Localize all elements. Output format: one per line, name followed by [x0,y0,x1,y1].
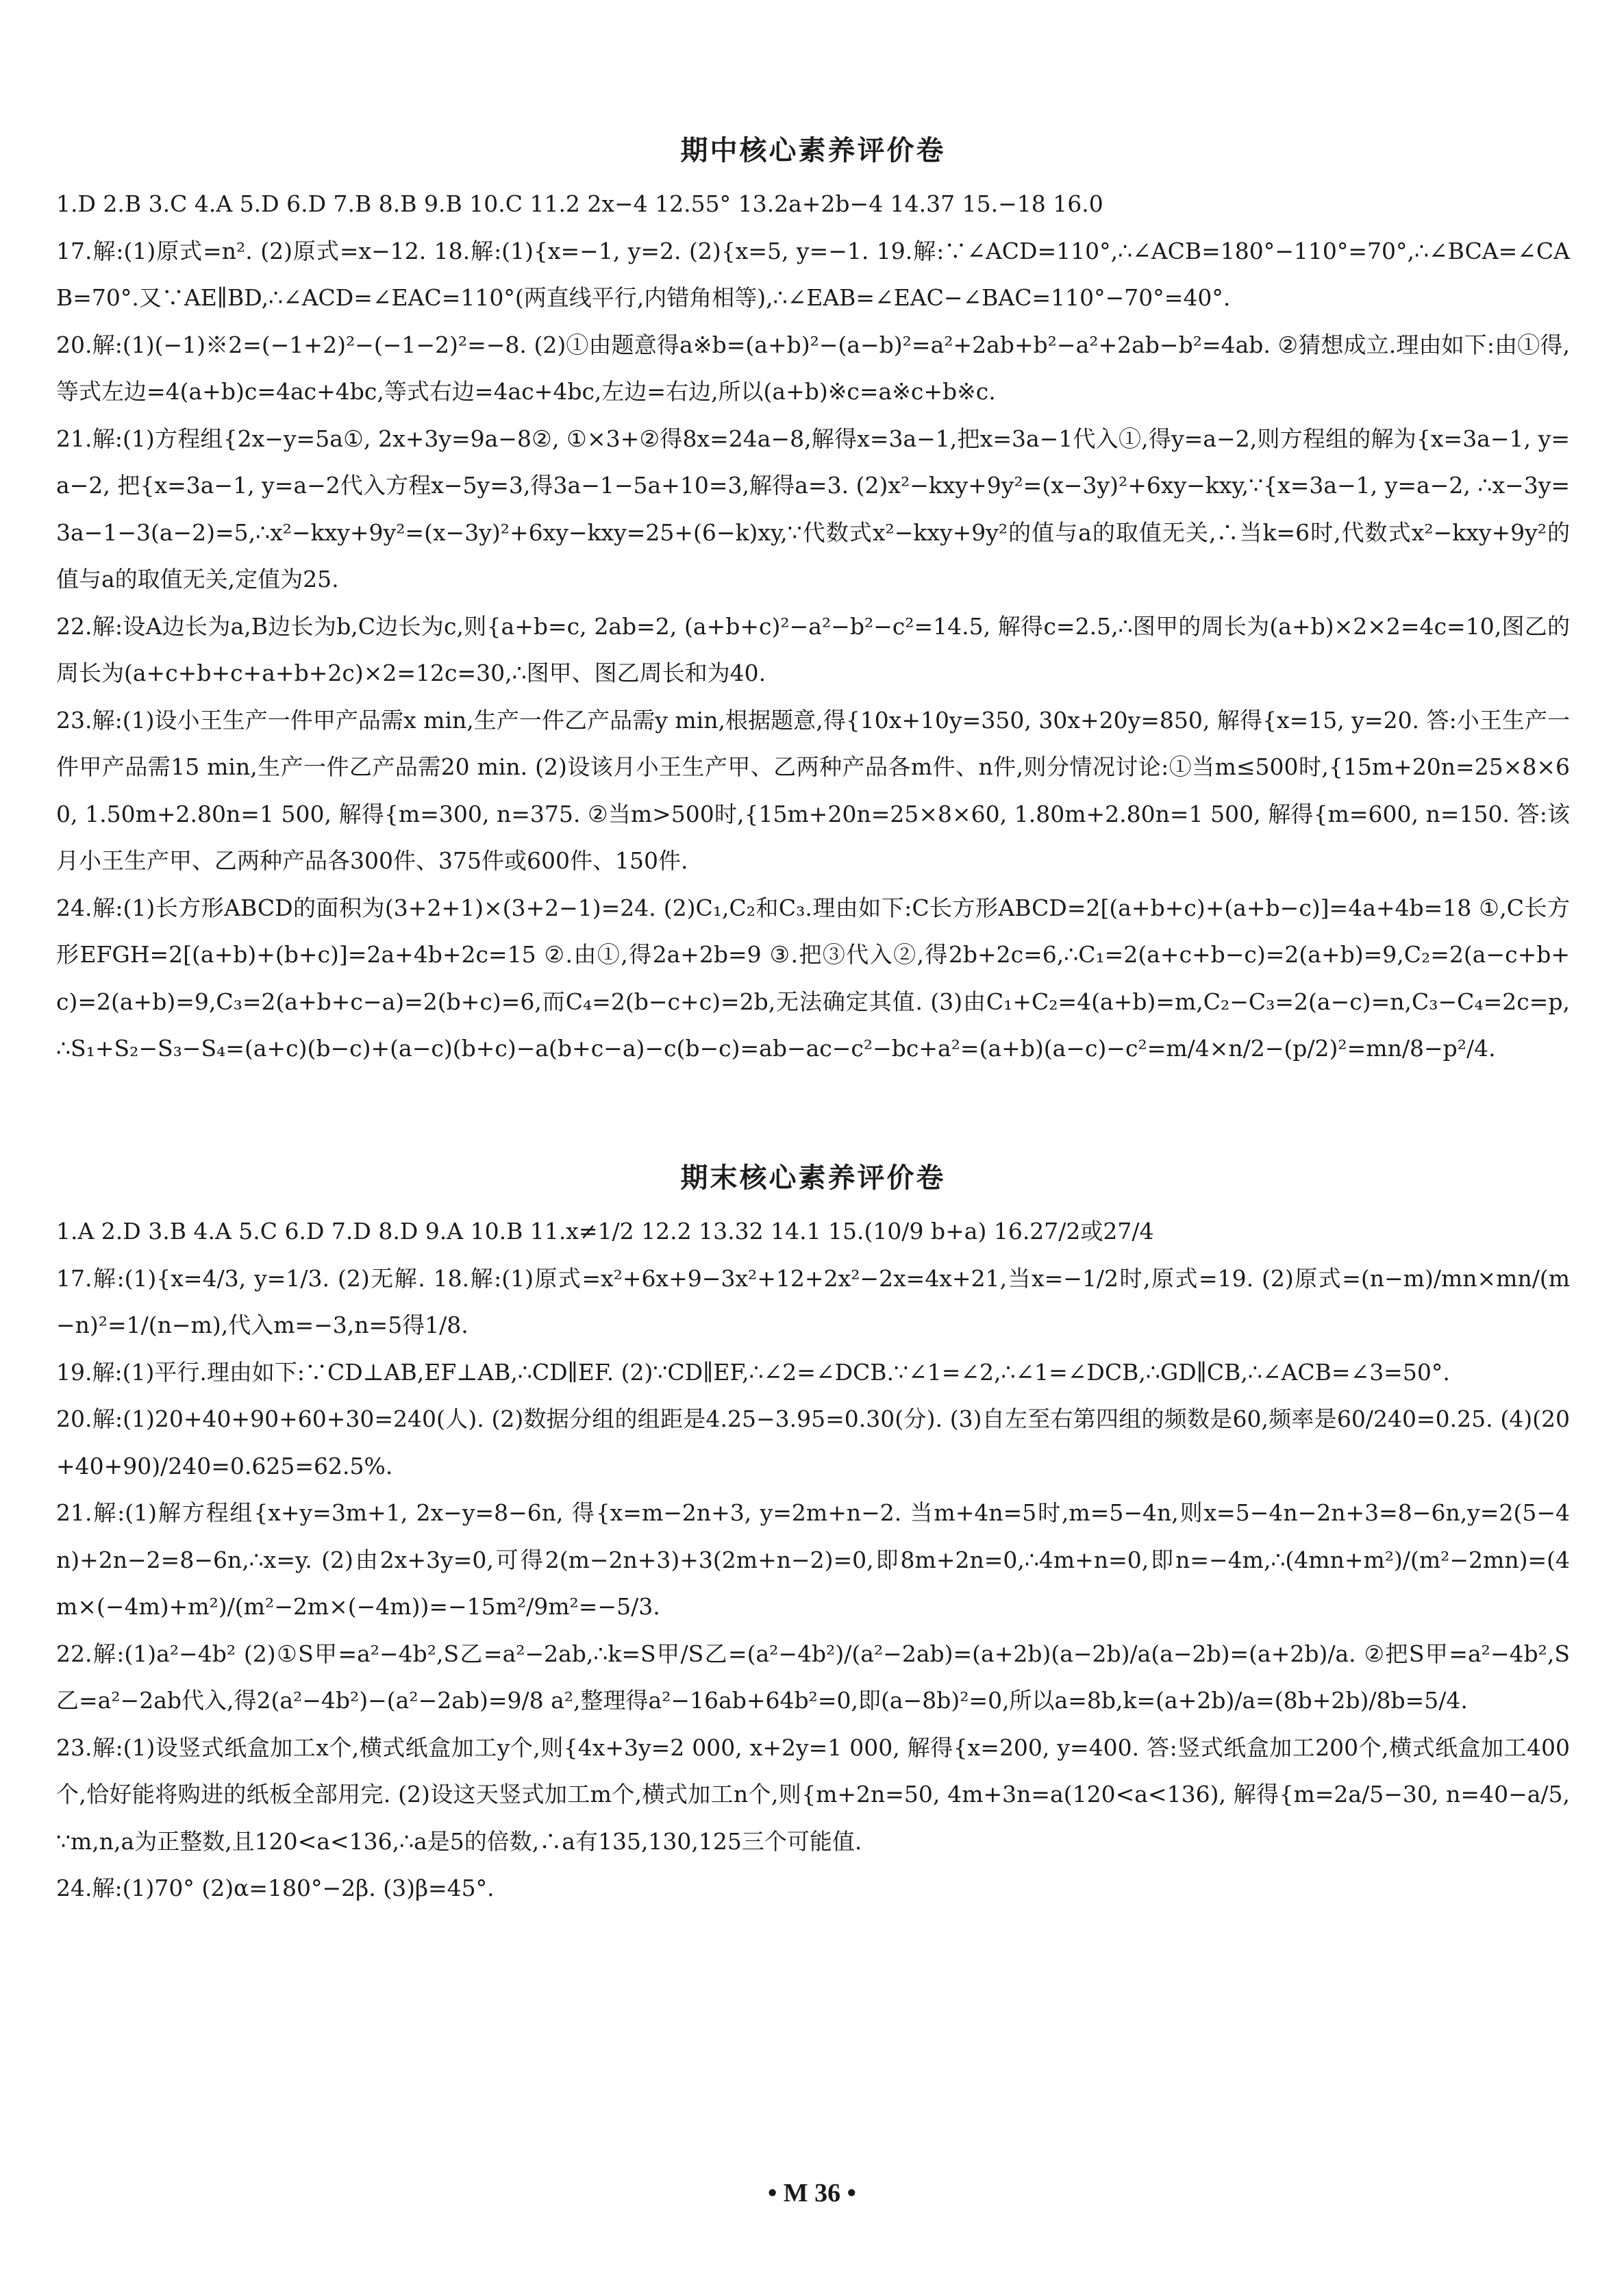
answer-line: 24.解:(1)70° (2)α=180°−2β. (3)β=45°. [56,1875,495,1901]
answer-line: 19.解:(1)平行.理由如下:∵CD⊥AB,EF⊥AB,∴CD∥EF. (2)∵CD∥EF,∴∠2=∠DCB.∵∠1=∠2,∴∠1=∠DCB,∴GD∥CB,∴∠ACB=∠3=50°. [56,1358,1450,1386]
answer-line: 20.解:(1)20+40+90+60+30=240(人). (2)数据分组的组距是4.25−3.95=0.30(分). (3)自左至右第四组的频数是60,频率是60/240=0.25. (4)(20+40+90)/240=0.625=62.5%. [56,1405,1570,1479]
answer-line: 21.解:(1)方程组{2x−y=5a①, 2x+3y=9a−8②, ①×3+②得8x=24a−8,解得x=3a−1,把x=3a−1代入①,得y=a−2,则方程组的解为{x=3a−1, y=a−2, 把{x=3a−1, y=a−2代入方程x−5y=3,得3a−1−5a+10=3,解得a=3. (2)x²−kxy+9y²=(x−3y)²+6xy−kxy,∵{x=3a−1, y=a−2, ∴x−3y=3a−1−3(a−2)=5,∴x²−kxy+9y²=(x−3y)²+6xy−kxy=25+(6−k)xy,∵代数式x²−kxy+9y²的值与a的取值无关,∴当k=6时,代数式x²−kxy+9y²的值与a的取值无关,定值为25. [56,425,1570,592]
answer-line: 22.解:(1)a²−4b² (2)①S甲=a²−4b²,S乙=a²−2ab,∴k=S甲/S乙=(a²−4b²)/(a²−2ab)=(a+2b)(a−2b)/a(a−2b)=(a+2b)/a. ②把S甲=a²−4b²,S乙=a²−2ab代入,得2(a²−4b²)−(a²−2ab)=9/8 a²,整理得a²−16ab+64b²=0,即(a−8b)²=0,所以a=8b,k=(a+2b)/a=(8b+2b)/8b=5/4. [56,1640,1570,1714]
midterm-section [56,130,1570,1073]
answer-line: 1.D 2.B 3.C 4.A 5.D 6.D 7.B 8.B 9.B 10.C 11.2 2x−4 12.55° 13.2a+2b−4 14.37 15.−18 16.0 [56,190,1103,217]
section-title: 期末核心素养评价卷 [680,1162,946,1194]
answer-line: 23.解:(1)设竖式纸盒加工x个,横式纸盒加工y个,则{4x+3y=2 000, x+2y=1 000, 解得{x=200, y=400. 答:竖式纸盒加工200个,横式纸盒加工400个,恰好能将购进的纸板全部用完. (2)设这天竖式加工m个,横式加工n个,则{m+2n=50, 4m+3n=a(120<a<136), 解得{m=2a/5−30, n=40−a/5, ∵m,n,a为正整数,且120<a<136,∴a是5的倍数,∴a有135,130,125三个可能值. [56,1734,1570,1855]
page-number: • M 36 • [768,2179,856,2208]
answer-line: 17.解:(1){x=4/3, y=1/3. (2)无解. 18.解:(1)原式=x²+6x+9−3x²+12+2x²−2x=4x+21,当x=−1/2时,原式=19. (2)原式=(n−m)/mn×mn/(m−n)²=1/(n−m),代入m=−3,n=5得1/8. [56,1264,1570,1338]
answer-line: 17.解:(1)原式=n². (2)原式=x−12. 18.解:(1){x=−1, y=2. (2){x=5, y=−1. 19.解:∵∠ACD=110°,∴∠ACB=180°−110°=70°,∴∠BCA=∠CAB=70°.又∵AE∥BD,∴∠ACD=∠EAC=110°(两直线平行,内错角相等),∴∠EAB=∠EAC−∠BAC=110°−70°=40°. [56,237,1570,311]
answer-line: 22.解:设A边长为a,B边长为b,C边长为c,则{a+b=c, 2ab=2, (a+b+c)²−a²−b²−c²=14.5, 解得c=2.5,∴图甲的周长为(a+b)×2×2=4c=10,图乙的周长为(a+c+b+c+a+b+2c)×2=12c=30,∴图甲、图乙周长和为40. [56,612,1570,686]
answer-line: 24.解:(1)长方形ABCD的面积为(3+2+1)×(3+2−1)=24. (2)C₁,C₂和C₃.理由如下:C长方形ABCD=2[(a+b+c)+(a+b−c)]=4a+4b=18 ①,C长方形EFGH=2[(a+b)+(b+c)]=2a+4b+2c=15 ②.由①,得2a+2b=9 ③.把③代入②,得2b+2c=6,∴C₁=2(a+c+b−c)=2(a+b)=9,C₂=2(a−c+b+c)=2(a+b)=9,C₃=2(a+b+c−a)=2(b+c)=6,而C₄=2(b−c+c)=2b,无法确定其值. (3)由C₁+C₂=4(a+b)=m,C₂−C₃=2(a−c)=n,C₃−C₄=2c=p,∴S₁+S₂−S₃−S₄=(a+c)(b−c)+(a−c)(b+c)−a(b+c−a)−c(b−c)=ab−ac−c²−bc+a²=(a+b)(a−c)−c²=m/4×n/2−(p/2)²=mn/8−p²/4. [56,894,1570,1062]
answer-line: 20.解:(1)(−1)※2=(−1+2)²−(−1−2)²=−8. (2)①由题意得a※b=(a+b)²−(a−b)²=a²+2ab+b²−a²+2ab−b²=4ab. ②猜想成立.理由如下:由①得,等式左边=4(a+b)c=4ac+4bc,等式右边=4ac+4bc,左边=右边,所以(a+b)※c=a※c+b※c. [56,331,1570,405]
section-title: 期中核心素养评价卷 [680,134,946,166]
answer-line: 21.解:(1)解方程组{x+y=3m+1, 2x−y=8−6n, 得{x=m−2n+3, y=2m+n−2. 当m+4n=5时,m=5−4n,则x=5−4n−2n+3=8−6n,y=2(5−4n)+2n−2=8−6n,∴x=y. (2)由2x+3y=0,可得2(m−2n+3)+3(2m+n−2)=0,即8m+2n=0,∴4m+n=0,即n=−4m,∴(4mn+m²)/(m²−2mn)=(4m×(−4m)+m²)/(m²−2m×(−4m))=−15m²/9m²=−5/3. [56,1499,1570,1620]
final-exam-section [56,1158,1570,1912]
answer-line: 1.A 2.D 3.B 4.A 5.C 6.D 7.D 8.D 9.A 10.B 11.x≠1/2 12.2 13.32 14.1 15.(10/9 b+a) 16.27/2或27/4 [56,1218,1154,1245]
answer-line: 23.解:(1)设小王生产一件甲产品需x min,生产一件乙产品需y min,根据题意,得{10x+10y=350, 30x+20y=850, 解得{x=15, y=20. 答:小王生产一件甲产品需15 min,生产一件乙产品需20 min. (2)设该月小王生产甲、乙两种产品各m件、n件,则分情况讨论:①当m≤500时,{15m+20n=25×8×60, 1.50m+2.80n=1 500, 解得{m=300, n=375. ②当m>500时,{15m+20n=25×8×60, 1.80m+2.80n=1 500, 解得{m=600, n=150. 答:该月小王生产甲、乙两种产品各300件、375件或600件、150件. [56,706,1570,874]
